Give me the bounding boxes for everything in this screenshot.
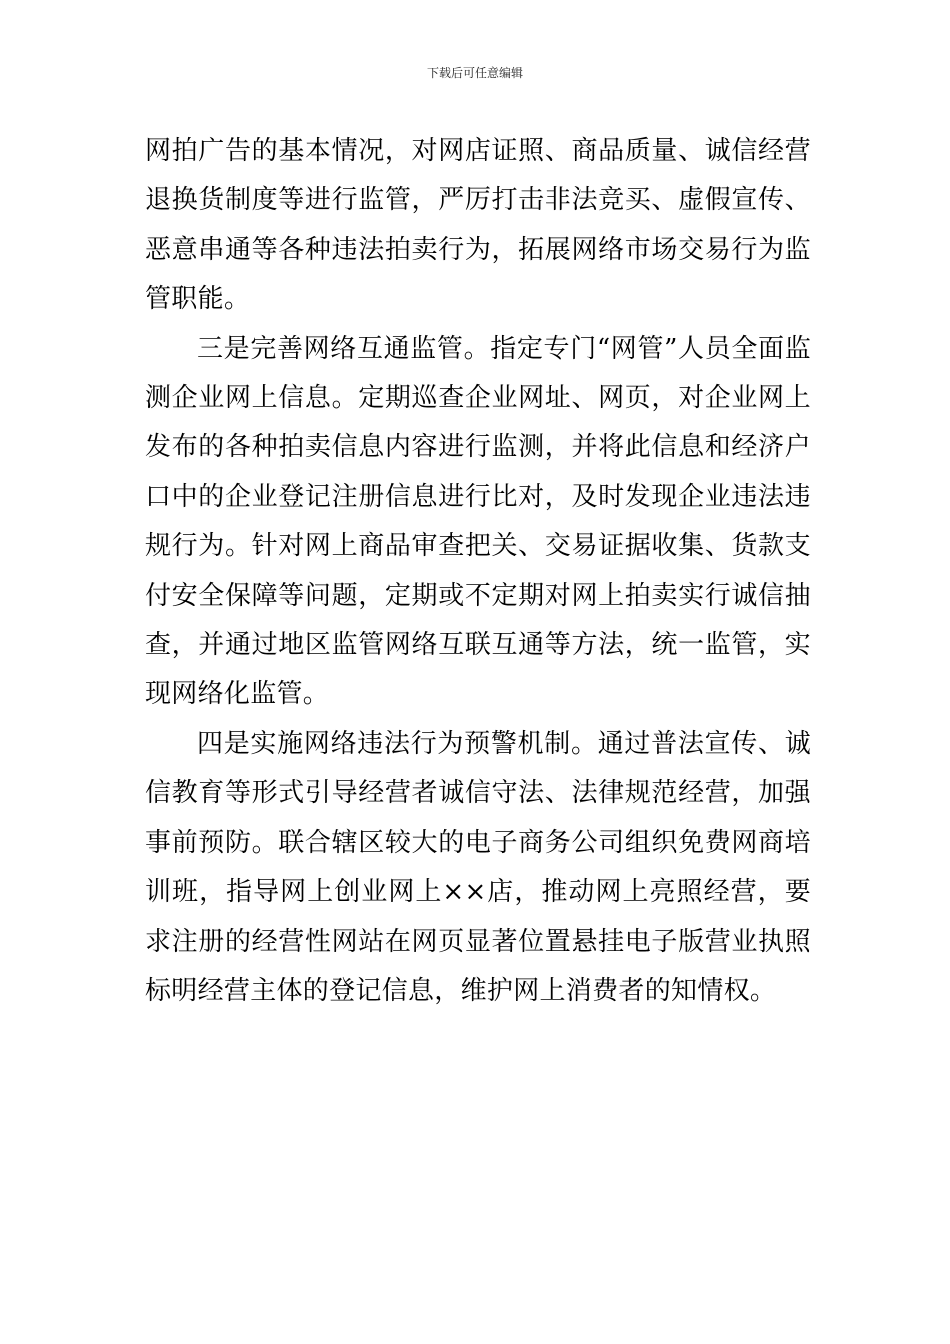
paragraph-1: 网拍广告的基本情况，对网店证照、商品质量、诚信经营退换货制度等进行监管，严厉打击非法竞买、虚假宣传、恶意串通等各种违法拍卖行为，拓展网络市场交易行为监管职能。 <box>145 136 811 315</box>
paragraph-2: 三是完善网络互通监管。指定专门“网管”人员全面监测企业网上信息。定期巡查企业网址、网页，对企业网上发布的各种拍卖信息内容进行监测，并将此信息和经济户口中的企业登记注册信息进行比对，及时发现企业违法违规行为。针对网上商品审查把关、交易证据收集、货款支付安全保障等问题，定期或不定期对网上拍卖实行诚信抽查，并通过地区监管网络互联互通等方法，统一监管，实现网络化监管。 <box>145 333 811 710</box>
document-body <box>145 127 811 1016</box>
page-header-note: 下载后可任意编辑 <box>426 66 523 80</box>
paragraph-3: 四是实施网络违法行为预警机制。通过普法宣传、诚信教育等形式引导经营者诚信守法、法律规范经营，加强事前预防。联合辖区较大的电子商务公司组织免费网商培训班，指导网上创业网上××店，推动网上亮照经营，要求注册的经营性网站在网页显著位置悬挂电子版营业执照标明经营主体的登记信息，维护网上消费者的知情权。 <box>145 728 811 1006</box>
